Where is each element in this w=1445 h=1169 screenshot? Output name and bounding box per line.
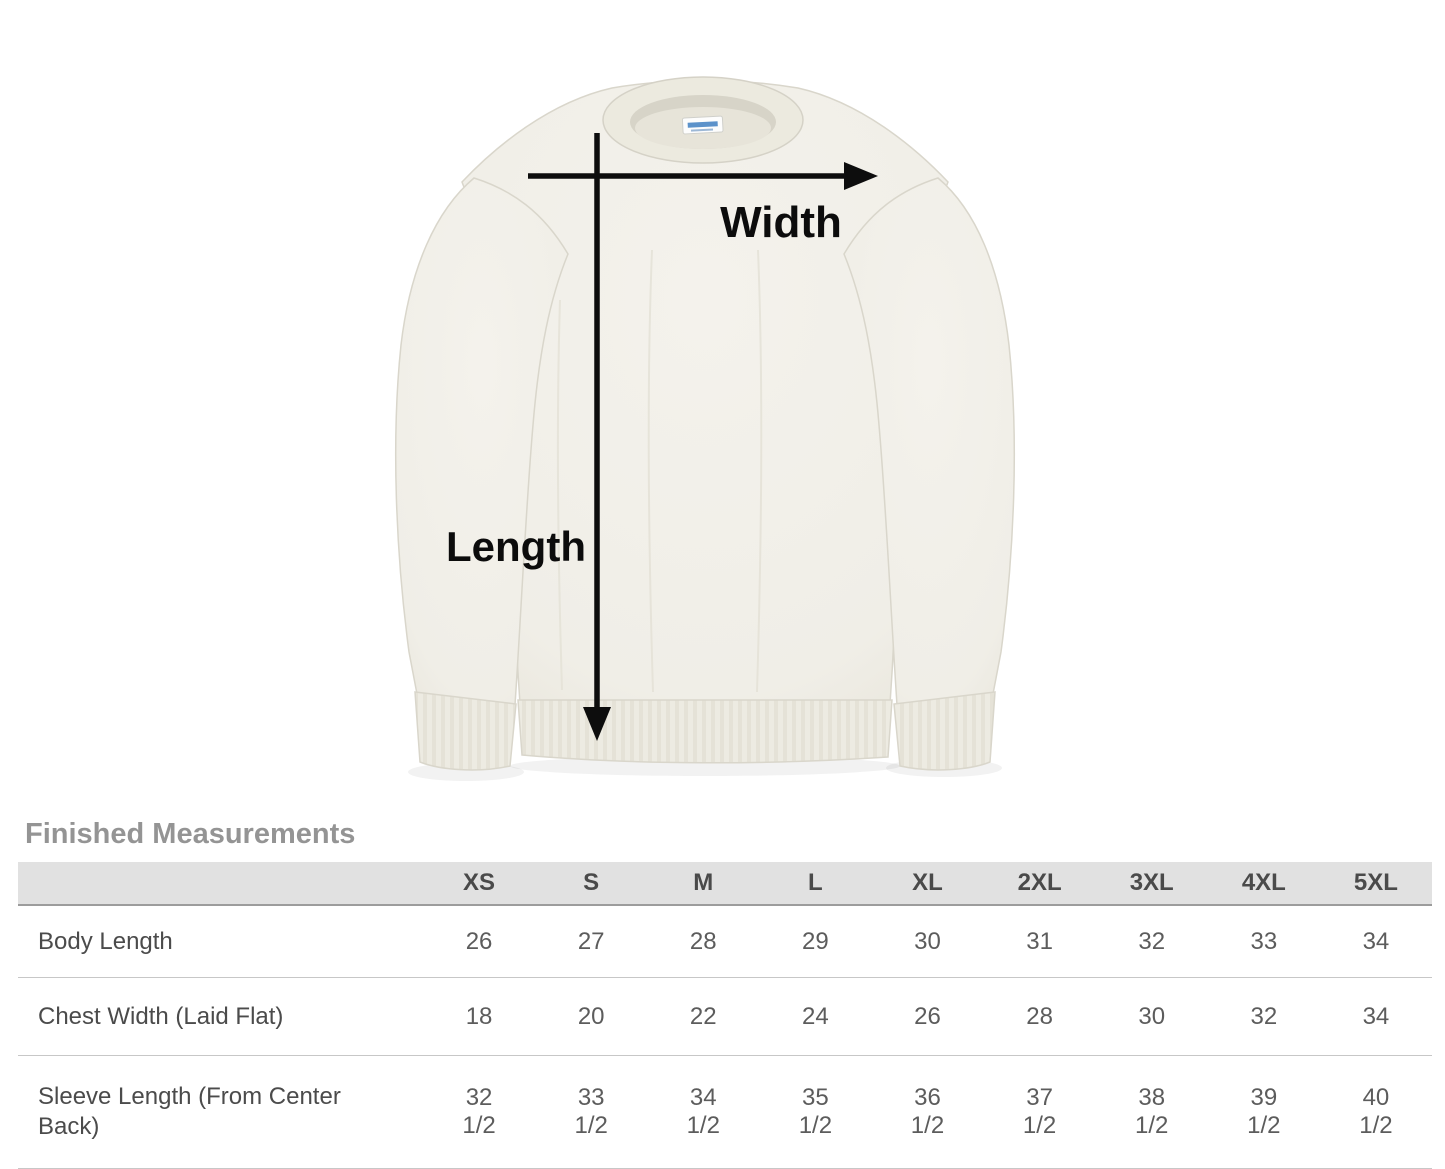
cell-body-length-xs: 26 — [423, 905, 535, 978]
table-row-sleeve-length — [18, 1056, 1432, 1169]
cell-sleeve-length-s: 33 1/2 — [535, 1056, 647, 1169]
column-header-5xl: 5XL — [1320, 862, 1432, 905]
size-chart-title: Finished Measurements — [25, 818, 356, 850]
cell-chest-width-5xl: 34 — [1320, 978, 1432, 1056]
cell-chest-width-3xl: 30 — [1096, 978, 1208, 1056]
column-header-m: M — [647, 862, 759, 905]
sweatshirt-collar — [603, 77, 803, 163]
table-row-body-length — [18, 905, 1432, 978]
cell-chest-width-2xl: 28 — [984, 978, 1096, 1056]
cell-body-length-s: 27 — [535, 905, 647, 978]
row-label: Sleeve Length (From Center Back) — [18, 1056, 423, 1169]
size-chart-header-row — [18, 862, 1432, 905]
cell-sleeve-length-xs: 32 1/2 — [423, 1056, 535, 1169]
cell-body-length-4xl: 33 — [1208, 905, 1320, 978]
cell-body-length-5xl: 34 — [1320, 905, 1432, 978]
length-arrow-label: Length — [446, 523, 586, 570]
cell-sleeve-length-xl: 36 1/2 — [871, 1056, 983, 1169]
cell-sleeve-length-4xl: 39 1/2 — [1208, 1056, 1320, 1169]
cell-sleeve-length-2xl: 37 1/2 — [984, 1056, 1096, 1169]
column-header-3xl: 3XL — [1096, 862, 1208, 905]
cell-chest-width-xl: 26 — [871, 978, 983, 1056]
column-header-s: S — [535, 862, 647, 905]
cell-chest-width-xs: 18 — [423, 978, 535, 1056]
cell-chest-width-s: 20 — [535, 978, 647, 1056]
cell-body-length-m: 28 — [647, 905, 759, 978]
cell-sleeve-length-l: 35 1/2 — [759, 1056, 871, 1169]
cell-sleeve-length-5xl: 40 1/2 — [1320, 1056, 1432, 1169]
sweatshirt-hem-band — [518, 700, 892, 763]
cell-body-length-3xl: 32 — [1096, 905, 1208, 978]
size-chart-section — [18, 818, 1432, 1169]
column-header-2xl: 2XL — [984, 862, 1096, 905]
cell-sleeve-length-m: 34 1/2 — [647, 1056, 759, 1169]
cell-body-length-l: 29 — [759, 905, 871, 978]
column-header-4xl: 4XL — [1208, 862, 1320, 905]
width-arrow-label: Width — [720, 198, 842, 247]
cell-sleeve-length-3xl: 38 1/2 — [1096, 1056, 1208, 1169]
table-row-chest-width — [18, 978, 1432, 1056]
row-label-header — [18, 862, 423, 905]
sweatshirt-left-cuff — [415, 692, 516, 770]
brand-tag — [682, 116, 723, 134]
cell-chest-width-l: 24 — [759, 978, 871, 1056]
size-chart-table — [18, 862, 1432, 1169]
cell-chest-width-m: 22 — [647, 978, 759, 1056]
sweatshirt-right-cuff — [894, 692, 995, 770]
cell-body-length-xl: 30 — [871, 905, 983, 978]
cell-chest-width-4xl: 32 — [1208, 978, 1320, 1056]
row-label: Body Length — [18, 905, 423, 978]
column-header-l: L — [759, 862, 871, 905]
row-label: Chest Width (Laid Flat) — [18, 978, 423, 1056]
column-header-xs: XS — [423, 862, 535, 905]
cell-body-length-2xl: 31 — [984, 905, 1096, 978]
column-header-xl: XL — [871, 862, 983, 905]
